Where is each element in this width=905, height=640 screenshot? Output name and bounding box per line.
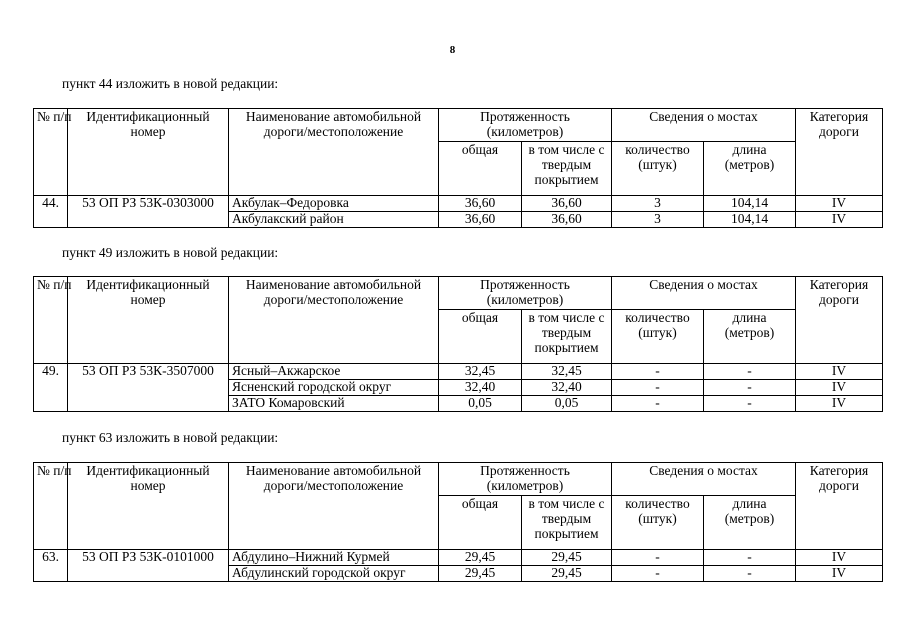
bridges-count: - — [612, 566, 704, 582]
header-bridges-length: длина (метров) — [704, 310, 796, 364]
length-total: 32,40 — [439, 380, 522, 396]
road-name: Абдулино–Нижний Курмей — [229, 550, 439, 566]
bridges-length: - — [704, 550, 796, 566]
bridges-length: - — [704, 380, 796, 396]
table-row — [34, 550, 883, 566]
header-category: Категория дороги — [796, 277, 883, 364]
road-category: IV — [796, 550, 883, 566]
road-name: Ясный–Акжарское — [229, 364, 439, 380]
length-total: 29,45 — [439, 550, 522, 566]
header-bridges: Сведения о мостах — [612, 109, 796, 142]
header-name: Наименование автомобильной дороги/местоположение — [229, 277, 439, 364]
section-heading-63: пункт 63 изложить в новой редакции: — [62, 430, 279, 445]
road-category: IV — [796, 212, 883, 228]
length-paved: 36,60 — [522, 196, 612, 212]
bridges-count: - — [612, 364, 704, 380]
header-id: Идентификационный номер — [68, 463, 229, 550]
length-paved: 29,45 — [522, 550, 612, 566]
bridges-count: 3 — [612, 196, 704, 212]
road-category: IV — [796, 566, 883, 582]
bridges-length: - — [704, 396, 796, 412]
road-name: Ясненский городской округ — [229, 380, 439, 396]
length-total: 29,45 — [439, 566, 522, 582]
road-num: 44. — [34, 196, 68, 228]
length-total: 36,60 — [439, 196, 522, 212]
road-category: IV — [796, 196, 883, 212]
header-bridges-length: длина (метров) — [704, 142, 796, 196]
bridges-length: - — [704, 566, 796, 582]
header-bridges-count: количество (штук) — [612, 142, 704, 196]
header-num: № п/п — [34, 109, 68, 196]
header-bridges: Сведения о мостах — [612, 277, 796, 310]
road-table-63 — [33, 462, 883, 582]
header-num: № п/п — [34, 277, 68, 364]
length-paved: 32,45 — [522, 364, 612, 380]
header-length-paved: в том числе с твердым покрытием — [522, 496, 612, 550]
bridges-count: 3 — [612, 212, 704, 228]
header-name: Наименование автомобильной дороги/местоположение — [229, 463, 439, 550]
header-category: Категория дороги — [796, 463, 883, 550]
table-row — [34, 196, 883, 212]
bridges-count: - — [612, 396, 704, 412]
header-length-total: общая — [439, 142, 522, 196]
header-num: № п/п — [34, 463, 68, 550]
length-paved: 29,45 — [522, 566, 612, 582]
header-name: Наименование автомобильной дороги/местоположение — [229, 109, 439, 196]
header-id: Идентификационный номер — [68, 109, 229, 196]
road-category: IV — [796, 380, 883, 396]
road-table-49 — [33, 276, 883, 412]
road-id: 53 ОП РЗ 53К-0101000 — [68, 550, 229, 582]
bridges-length: 104,14 — [704, 212, 796, 228]
road-id: 53 ОП РЗ 53К-3507000 — [68, 364, 229, 412]
bridges-length: - — [704, 364, 796, 380]
header-length: Протяженность (километров) — [439, 109, 612, 142]
road-name: Акбулак–Федоровка — [229, 196, 439, 212]
road-name: ЗАТО Комаровский — [229, 396, 439, 412]
header-length-paved: в том числе с твердым покрытием — [522, 142, 612, 196]
page-number: 8 — [449, 44, 456, 56]
length-total: 36,60 — [439, 212, 522, 228]
bridges-count: - — [612, 550, 704, 566]
header-bridges: Сведения о мостах — [612, 463, 796, 496]
length-total: 32,45 — [439, 364, 522, 380]
road-table-44 — [33, 108, 883, 228]
road-id: 53 ОП РЗ 53К-0303000 — [68, 196, 229, 228]
header-length: Протяженность (километров) — [439, 463, 612, 496]
header-bridges-length: длина (метров) — [704, 496, 796, 550]
length-paved: 32,40 — [522, 380, 612, 396]
length-paved: 0,05 — [522, 396, 612, 412]
section-heading-44: пункт 44 изложить в новой редакции: — [62, 76, 279, 91]
bridges-length: 104,14 — [704, 196, 796, 212]
length-total: 0,05 — [439, 396, 522, 412]
bridges-count: - — [612, 380, 704, 396]
header-length: Протяженность (километров) — [439, 277, 612, 310]
header-category: Категория дороги — [796, 109, 883, 196]
road-num: 49. — [34, 364, 68, 412]
road-num: 63. — [34, 550, 68, 582]
header-id: Идентификационный номер — [68, 277, 229, 364]
road-category: IV — [796, 396, 883, 412]
header-length-total: общая — [439, 310, 522, 364]
length-paved: 36,60 — [522, 212, 612, 228]
road-name: Абдулинский городской округ — [229, 566, 439, 582]
header-bridges-count: количество (штук) — [612, 496, 704, 550]
header-length-total: общая — [439, 496, 522, 550]
road-name: Акбулакский район — [229, 212, 439, 228]
road-category: IV — [796, 364, 883, 380]
header-bridges-count: количество (штук) — [612, 310, 704, 364]
section-heading-49: пункт 49 изложить в новой редакции: — [62, 245, 279, 260]
table-row — [34, 364, 883, 380]
header-length-paved: в том числе с твердым покрытием — [522, 310, 612, 364]
